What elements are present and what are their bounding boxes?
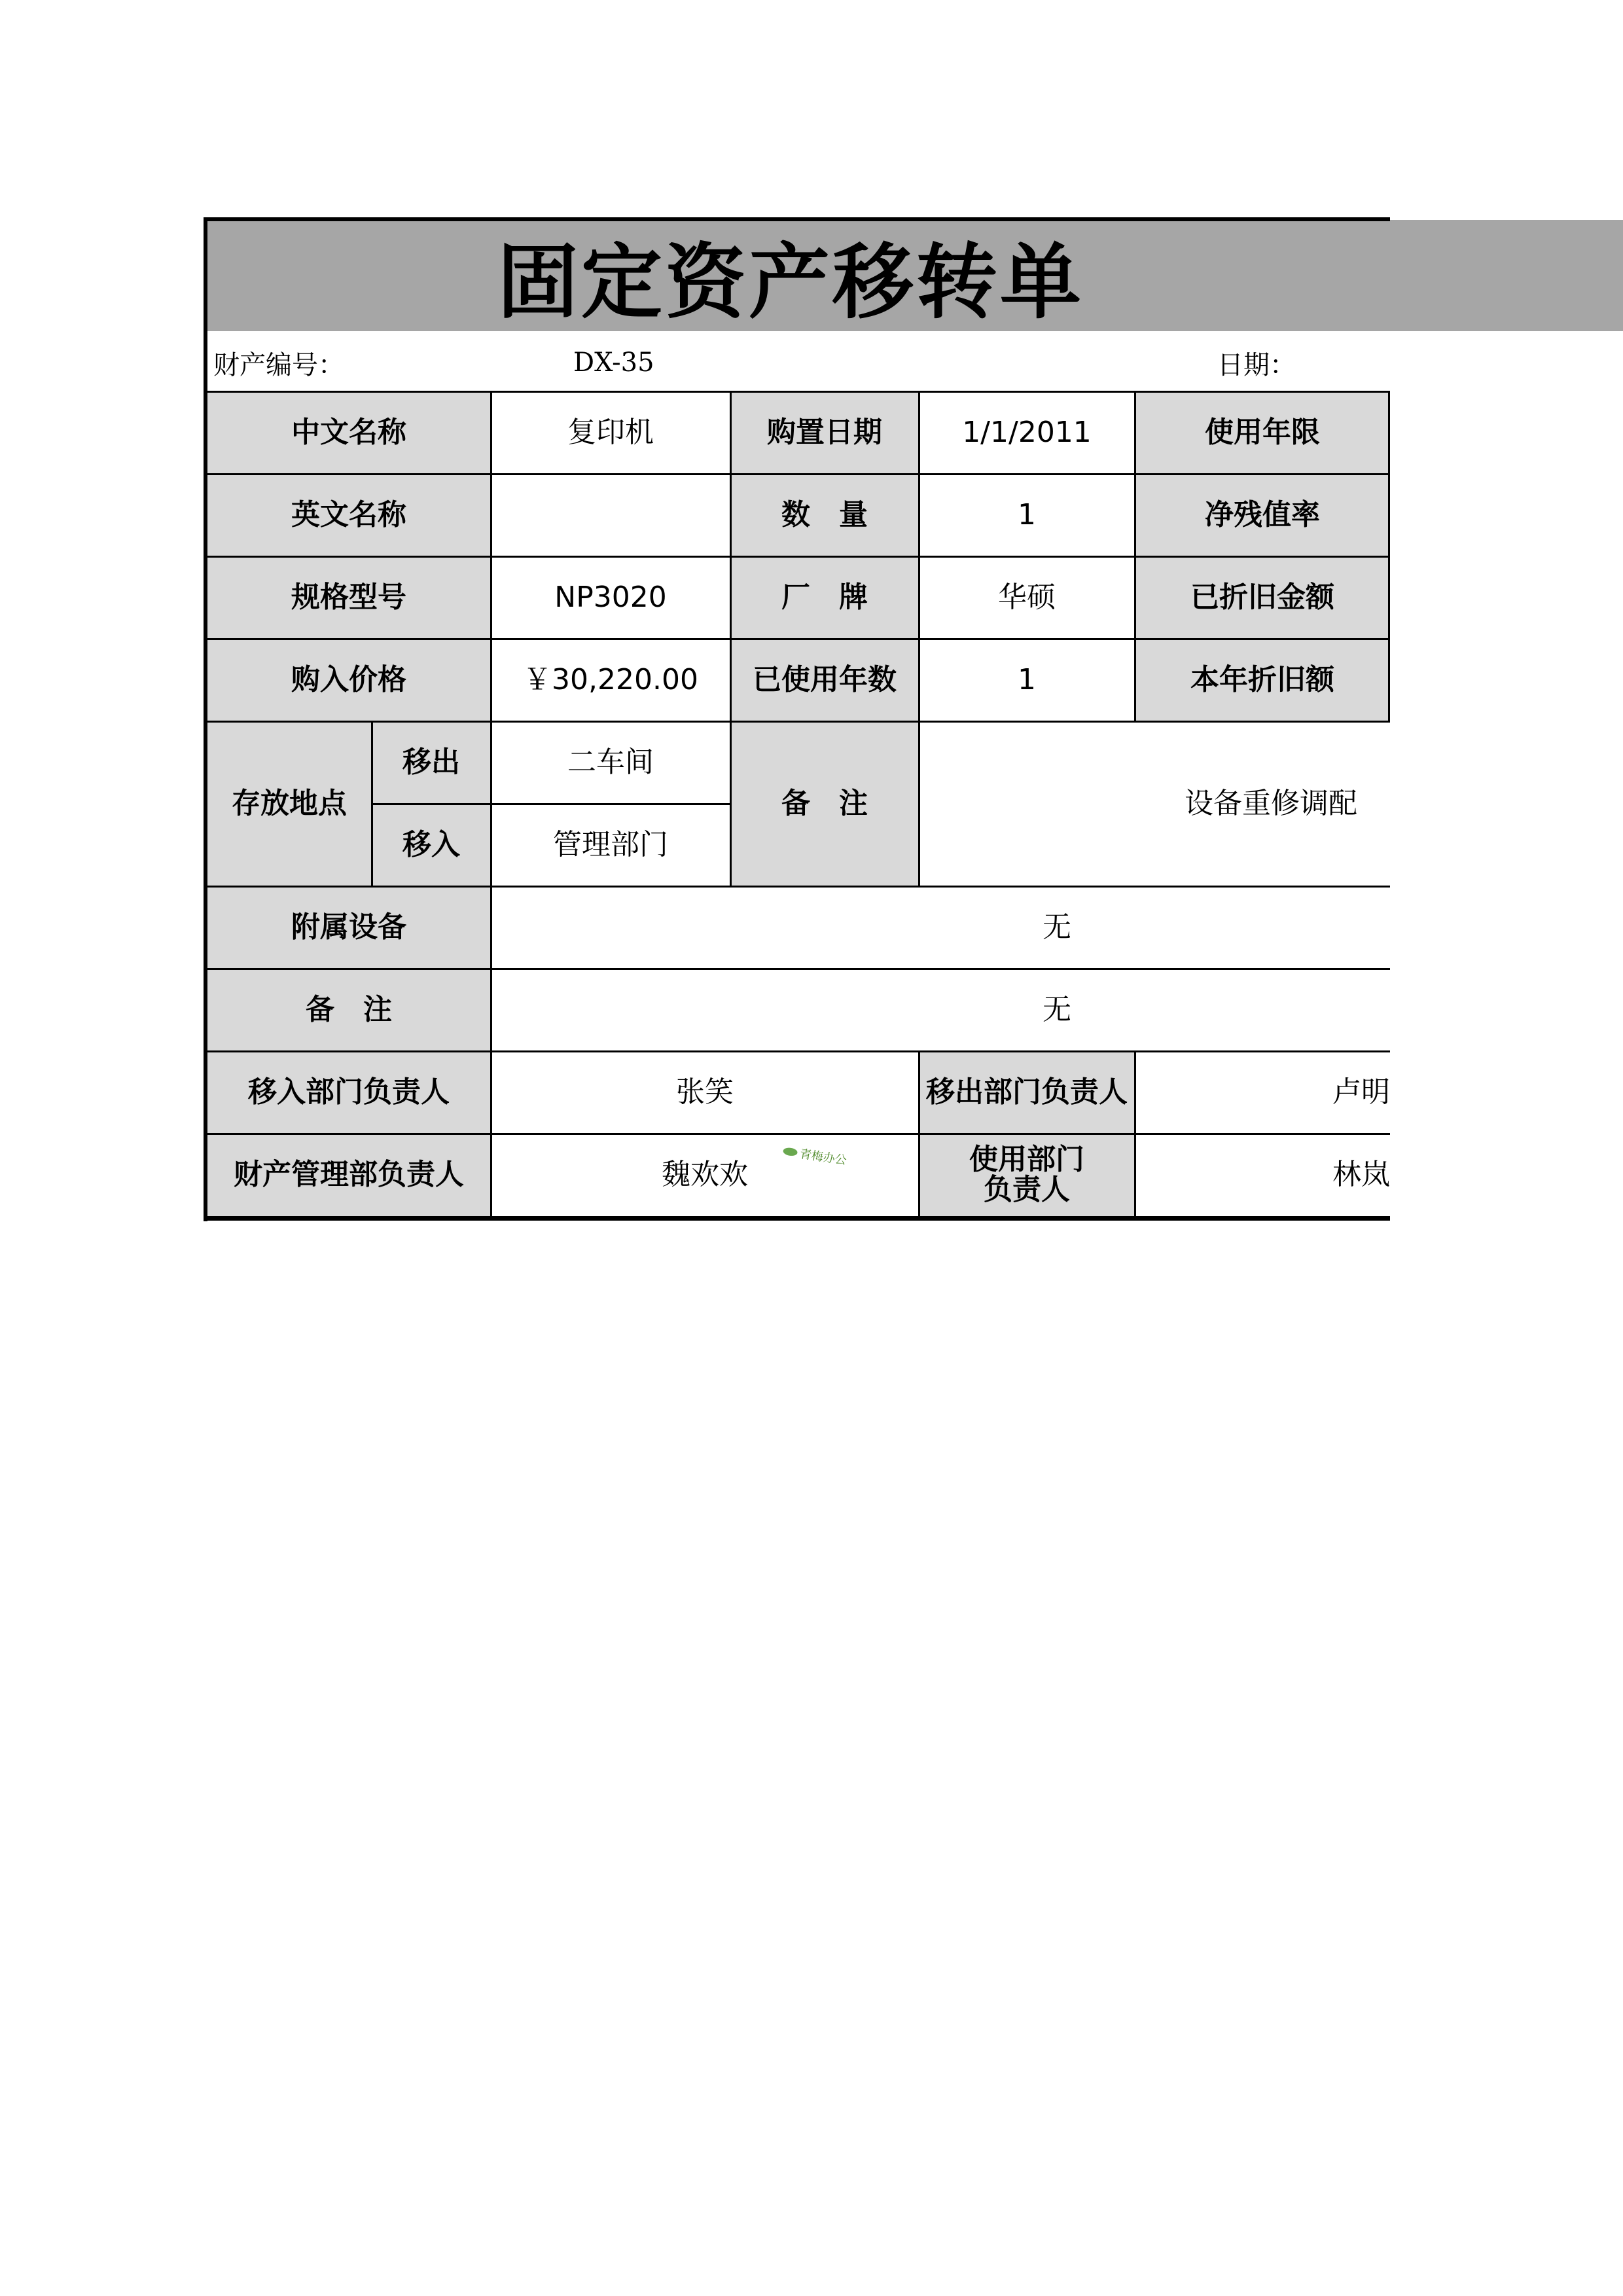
label-quantity: 数 量 [730, 474, 919, 556]
value-accessory: 无 [491, 886, 1623, 969]
date-label: 日期： [1217, 350, 1296, 380]
label-residual-rate: 净残值率 [1135, 474, 1390, 556]
border-top [204, 217, 1390, 221]
label-depreciated-amount: 已折旧金额 [1135, 556, 1390, 639]
label-annual-depreciation: 本年折旧额 [1135, 639, 1390, 721]
value-move-out-dept-head: 卢明 [1135, 1051, 1390, 1134]
asset-no-label: 财产编号： [213, 350, 344, 380]
value-move-out: 二车间 [491, 721, 730, 804]
label-english-name: 英文名称 [207, 474, 491, 556]
value-chinese-name: 复印机 [491, 391, 730, 474]
label-move-in-dept-head: 移入部门负责人 [207, 1051, 491, 1134]
label-move-in: 移入 [372, 804, 491, 886]
label-storage-remark: 备 注 [730, 721, 919, 886]
value-english-name [491, 474, 730, 556]
value-brand: 华硕 [919, 556, 1135, 639]
label-move-out-dept-head: 移出部门负责人 [919, 1051, 1135, 1134]
label-service-life: 使用年限 [1135, 391, 1390, 474]
label-chinese-name: 中文名称 [207, 391, 491, 474]
form-title: 固定资产移转单 [497, 236, 1084, 330]
value-user-dept-head: 林岚 [1135, 1134, 1390, 1216]
label-model: 规格型号 [207, 556, 491, 639]
value-remark: 无 [491, 969, 1623, 1051]
label-purchase-date: 购置日期 [730, 391, 919, 474]
label-move-out: 移出 [372, 721, 491, 804]
value-model: NP3020 [491, 556, 730, 639]
asset-no-value: DX-35 [573, 348, 654, 378]
value-quantity: 1 [919, 474, 1135, 556]
leaf-icon [783, 1147, 798, 1157]
label-user-dept-head-line2: 负责人 [984, 1173, 1070, 1206]
label-purchase-price: 购入价格 [207, 639, 491, 721]
label-accessory: 附属设备 [207, 886, 491, 969]
value-purchase-date: 1/1/2011 [919, 391, 1135, 474]
watermark-logo: 青梅办公 [781, 1138, 876, 1176]
border-bottom [204, 1216, 1390, 1221]
value-move-in: 管理部门 [491, 804, 730, 886]
label-remark: 备 注 [207, 969, 491, 1051]
page-clip [1390, 391, 1623, 1220]
label-storage-location: 存放地点 [207, 721, 372, 886]
label-brand: 厂 牌 [730, 556, 919, 639]
value-purchase-price: ￥30,220.00 [491, 639, 730, 721]
label-user-dept-head [919, 1134, 1135, 1216]
value-years-used: 1 [919, 639, 1135, 721]
label-user-dept-head-line1: 使用部门 [969, 1142, 1084, 1176]
value-move-in-dept-head: 张笑 [491, 1051, 919, 1134]
border-left [204, 217, 207, 1221]
value-asset-mgmt-head: 魏欢欢 [491, 1134, 919, 1216]
label-years-used: 已使用年数 [730, 639, 919, 721]
label-asset-mgmt-head: 财产管理部负责人 [207, 1134, 491, 1216]
value-storage-remark: 设备重修调配 [919, 721, 1623, 886]
